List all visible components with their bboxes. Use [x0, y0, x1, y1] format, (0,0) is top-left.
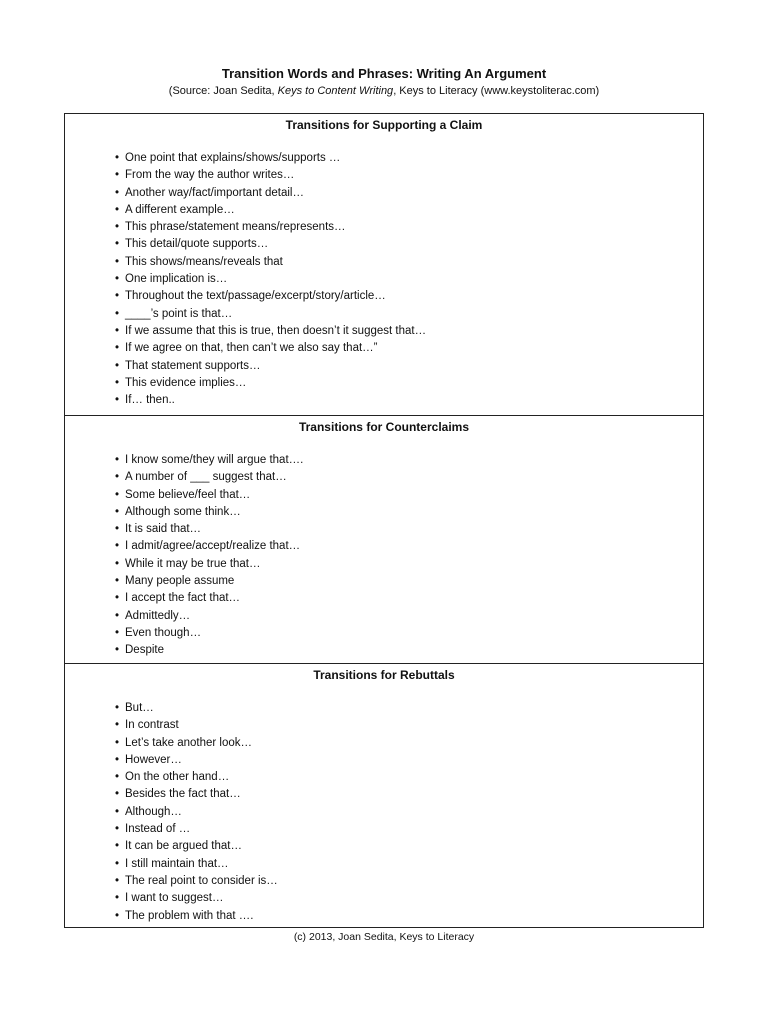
list-item: • This phrase/statement means/represents…	[115, 219, 703, 236]
list-item: • It is said that…	[115, 521, 703, 538]
transition-list	[65, 700, 703, 925]
list-item: • One point that explains/shows/supports …	[115, 150, 703, 167]
list-item: • Throughout the text/passage/excerpt/story/article…	[115, 288, 703, 305]
list-item: • One implication is…	[115, 271, 703, 288]
list-item: • Admittedly…	[115, 608, 703, 625]
list-item: • ____’s point is that…	[115, 306, 703, 323]
list-item: • Many people assume	[115, 573, 703, 590]
list-item: • If we assume that this is true, then doesn’t it suggest that…	[115, 323, 703, 340]
list-item: • The problem with that ….	[115, 908, 703, 925]
list-item: • That statement supports…	[115, 358, 703, 375]
section-heading: Transitions for Supporting a Claim	[285, 118, 483, 132]
transition-list	[65, 452, 703, 660]
list-item: • Despite	[115, 642, 703, 659]
list-item: • Besides the fact that…	[115, 786, 703, 803]
list-item: • In contrast	[115, 717, 703, 734]
list-item: • But…	[115, 700, 703, 717]
list-item: • A different example…	[115, 202, 703, 219]
list-item: • This shows/means/reveals that	[115, 254, 703, 271]
section-counterclaims	[65, 415, 703, 663]
list-item: • This evidence implies…	[115, 375, 703, 392]
list-item: • Another way/fact/important detail…	[115, 185, 703, 202]
list-item: • Even though…	[115, 625, 703, 642]
list-item: • Although some think…	[115, 504, 703, 521]
list-item: • Although…	[115, 804, 703, 821]
source-suffix: , Keys to Literacy (www.keystoliterac.com)	[393, 85, 600, 97]
transitions-table	[64, 113, 704, 928]
list-item: • A number of ___ suggest that…	[115, 469, 703, 486]
source-book-title: Keys to Content Writing	[277, 85, 394, 97]
list-item: • If… then..	[115, 392, 703, 409]
document-source	[0, 84, 768, 98]
copyright-footer: (c) 2013, Joan Sedita, Keys to Literacy	[293, 931, 475, 943]
list-item: • Instead of …	[115, 821, 703, 838]
list-item: • While it may be true that…	[115, 556, 703, 573]
section-heading: Transitions for Counterclaims	[298, 420, 470, 434]
list-item: • I admit/agree/accept/realize that…	[115, 538, 703, 555]
list-item: • The real point to consider is…	[115, 873, 703, 890]
list-item: • Some believe/feel that…	[115, 487, 703, 504]
list-item: • Let’s take another look…	[115, 735, 703, 752]
list-item: • However…	[115, 752, 703, 769]
list-item: • I accept the fact that…	[115, 590, 703, 607]
list-item: • I still maintain that…	[115, 856, 703, 873]
section-heading: Transitions for Rebuttals	[313, 668, 455, 682]
transition-list	[65, 150, 703, 409]
list-item: • I want to suggest…	[115, 890, 703, 907]
list-item: • This detail/quote supports…	[115, 236, 703, 253]
list-item: • If we agree on that, then can’t we also say that…”	[115, 340, 703, 357]
list-item: • I know some/they will argue that….	[115, 452, 703, 469]
list-item: • From the way the author writes…	[115, 167, 703, 184]
list-item: • It can be argued that…	[115, 838, 703, 855]
document-title: Transition Words and Phrases: Writing An Argument	[221, 66, 547, 81]
section-rebuttals	[65, 663, 703, 927]
section-supporting-claim	[65, 114, 703, 415]
list-item: • On the other hand…	[115, 769, 703, 786]
source-prefix: (Source: Joan Sedita,	[168, 85, 278, 97]
